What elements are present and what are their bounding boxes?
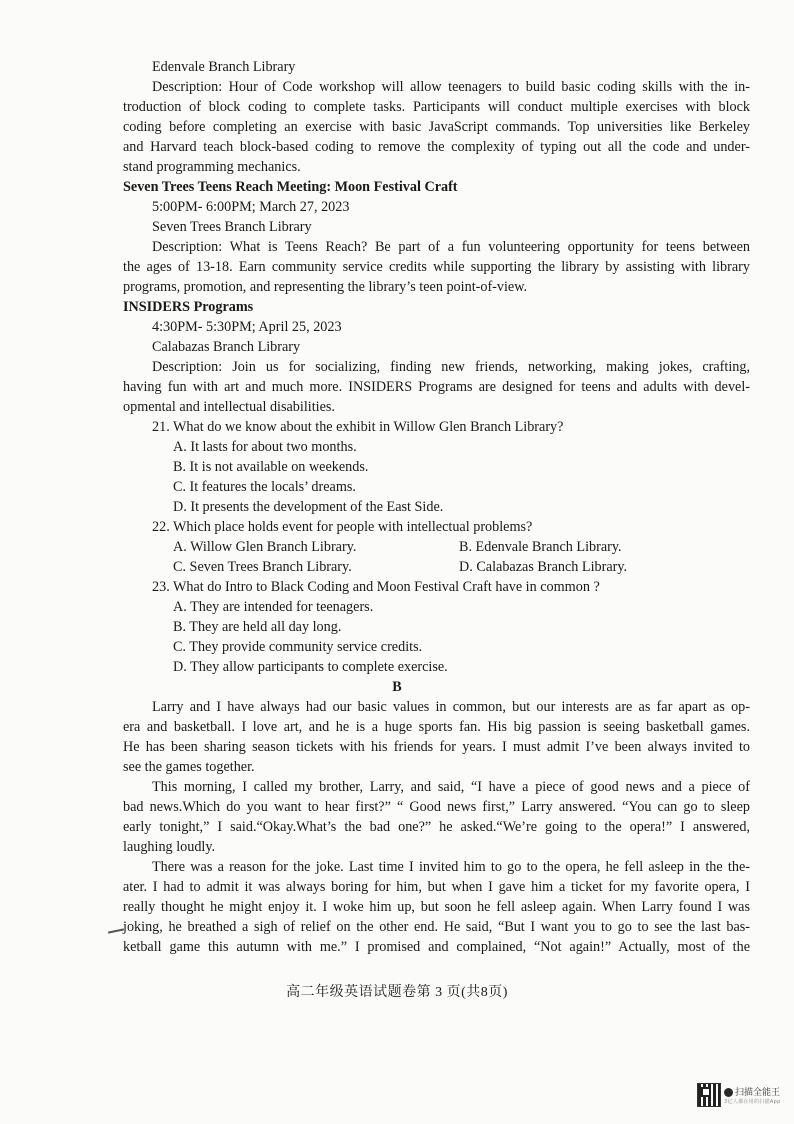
passage-b-line: era and basketball. I love art, and he is a huge sports fan. His big passion is seeing basketball games. <box>123 719 750 735</box>
passage-b-line: bad news.Which do you want to hear first?” “ Good news first,” Larry answered. “You can go to sleep <box>123 799 750 815</box>
passage-b-line: ater. I had to admit it was always boring for him, but when I gave him a ticket for my favorite opera, I <box>123 879 750 895</box>
section-b-heading: B <box>392 679 402 695</box>
insiders-description-line: having fun with art and much more. INSIDERS Programs are designed for teens and adults with devel- <box>123 379 750 395</box>
passage-b-line: ketball game this autumn with me.” I promised and complained, “Not again!” Actually, most of the <box>123 939 750 955</box>
passage-b-line: This morning, I called my brother, Larry, and said, “I have a piece of good news and a piece of <box>152 779 750 795</box>
seven-trees-description-line: programs, promotion, and representing the library’s teen point-of-view. <box>123 279 528 295</box>
question-23-option-d[interactable]: D. They allow participants to complete exercise. <box>173 659 448 675</box>
edenvale-description-line: coding before completing an exercise with basic JavaScript commands. Top universities like Berkeley <box>123 119 750 135</box>
seven-trees-description-line: the ages of 13-18. Earn community service credits while supporting the library by assisting with library <box>123 259 750 275</box>
question-21-option-a[interactable]: A. It lasts for about two months. <box>173 439 357 455</box>
qr-code-icon <box>697 1083 721 1107</box>
insiders-description-line: opmental and intellectual disabilities. <box>123 399 335 415</box>
edenvale-location: Edenvale Branch Library <box>152 59 296 75</box>
scanner-brand-text: 扫描全能王 <box>735 1088 781 1098</box>
question-21-option-d[interactable]: D. It presents the development of the East Side. <box>173 499 444 515</box>
scanner-brand <box>724 1085 780 1098</box>
passage-b-line: really thought he might enjoy it. I woke him up, but soon he fell asleep again. When Larry found I was <box>123 899 750 915</box>
question-22-option-d[interactable]: D. Calabazas Branch Library. <box>459 559 628 575</box>
question-22-option-a[interactable]: A. Willow Glen Branch Library. <box>173 539 357 555</box>
passage-b-line: early tonight,” I said.“Okay.What’s the bad one?” he asked.“We’re going to the opera!” I answered, <box>123 819 750 835</box>
edenvale-description-line: stand programming mechanics. <box>123 159 301 175</box>
insiders-location: Calabazas Branch Library <box>152 339 301 355</box>
pen-mark <box>108 928 124 933</box>
question-21-option-c[interactable]: C. It features the locals’ dreams. <box>173 479 356 495</box>
scanner-tagline: 3亿人都在用的扫描App <box>724 1099 781 1105</box>
question-22-option-c[interactable]: C. Seven Trees Branch Library. <box>173 559 352 575</box>
passage-b-line: joking, he breathed a sigh of relief on the other end. He said, “But I want you to go to see the last bas- <box>123 919 750 935</box>
edenvale-description-line: and Harvard teach block-based coding to remove the complexity of typing out all the code and under- <box>123 139 750 155</box>
question-22-stem: 22. Which place holds event for people with intellectual problems? <box>152 519 533 535</box>
passage-b-line: laughing loudly. <box>123 839 216 855</box>
seven-trees-time: 5:00PM- 6:00PM; March 27, 2023 <box>152 199 350 215</box>
seven-trees-description-line: Description: What is Teens Reach? Be part of a fun volunteering opportunity for teens between <box>152 239 750 255</box>
insiders-time: 4:30PM- 5:30PM; April 25, 2023 <box>152 319 342 335</box>
insiders-description-line: Description: Join us for socializing, finding new friends, networking, making jokes, crafting, <box>152 359 750 375</box>
passage-b-line: see the games together. <box>123 759 255 775</box>
page-footer: 高二年级英语试题卷第 3 页(共8页) <box>286 985 508 1000</box>
question-22-option-b[interactable]: B. Edenvale Branch Library. <box>459 539 622 555</box>
question-23-option-c[interactable]: C. They provide community service credits. <box>173 639 423 655</box>
passage-b-line: He has been sharing season tickets with his friends for years. I must admit I’ve been always invited to <box>123 739 750 755</box>
question-23-option-a[interactable]: A. They are intended for teenagers. <box>173 599 374 615</box>
question-23-stem: 23. What do Intro to Black Coding and Moon Festival Craft have in common ? <box>152 579 600 595</box>
seven-trees-title: Seven Trees Teens Reach Meeting: Moon Festival Craft <box>123 179 458 195</box>
question-23-option-b[interactable]: B. They are held all day long. <box>173 619 342 635</box>
passage-b-line: There was a reason for the joke. Last time I invited him to go to the opera, he fell asleep in the the- <box>152 859 750 875</box>
question-21-option-b[interactable]: B. It is not available on weekends. <box>173 459 369 475</box>
edenvale-description-line: Description: Hour of Code workshop will allow teenagers to build basic coding skills with the in- <box>152 79 750 95</box>
scanner-logo-icon <box>724 1088 733 1097</box>
passage-b-line: Larry and I have always had our basic values in common, but our interests are as far apart as op- <box>152 699 750 715</box>
seven-trees-location: Seven Trees Branch Library <box>152 219 312 235</box>
edenvale-description-line: troduction of block coding to complete tasks. Participants will conduct multiple exercises with block <box>123 99 750 115</box>
question-21-stem: 21. What do we know about the exhibit in Willow Glen Branch Library? <box>152 419 564 435</box>
insiders-title: INSIDERS Programs <box>123 299 254 315</box>
